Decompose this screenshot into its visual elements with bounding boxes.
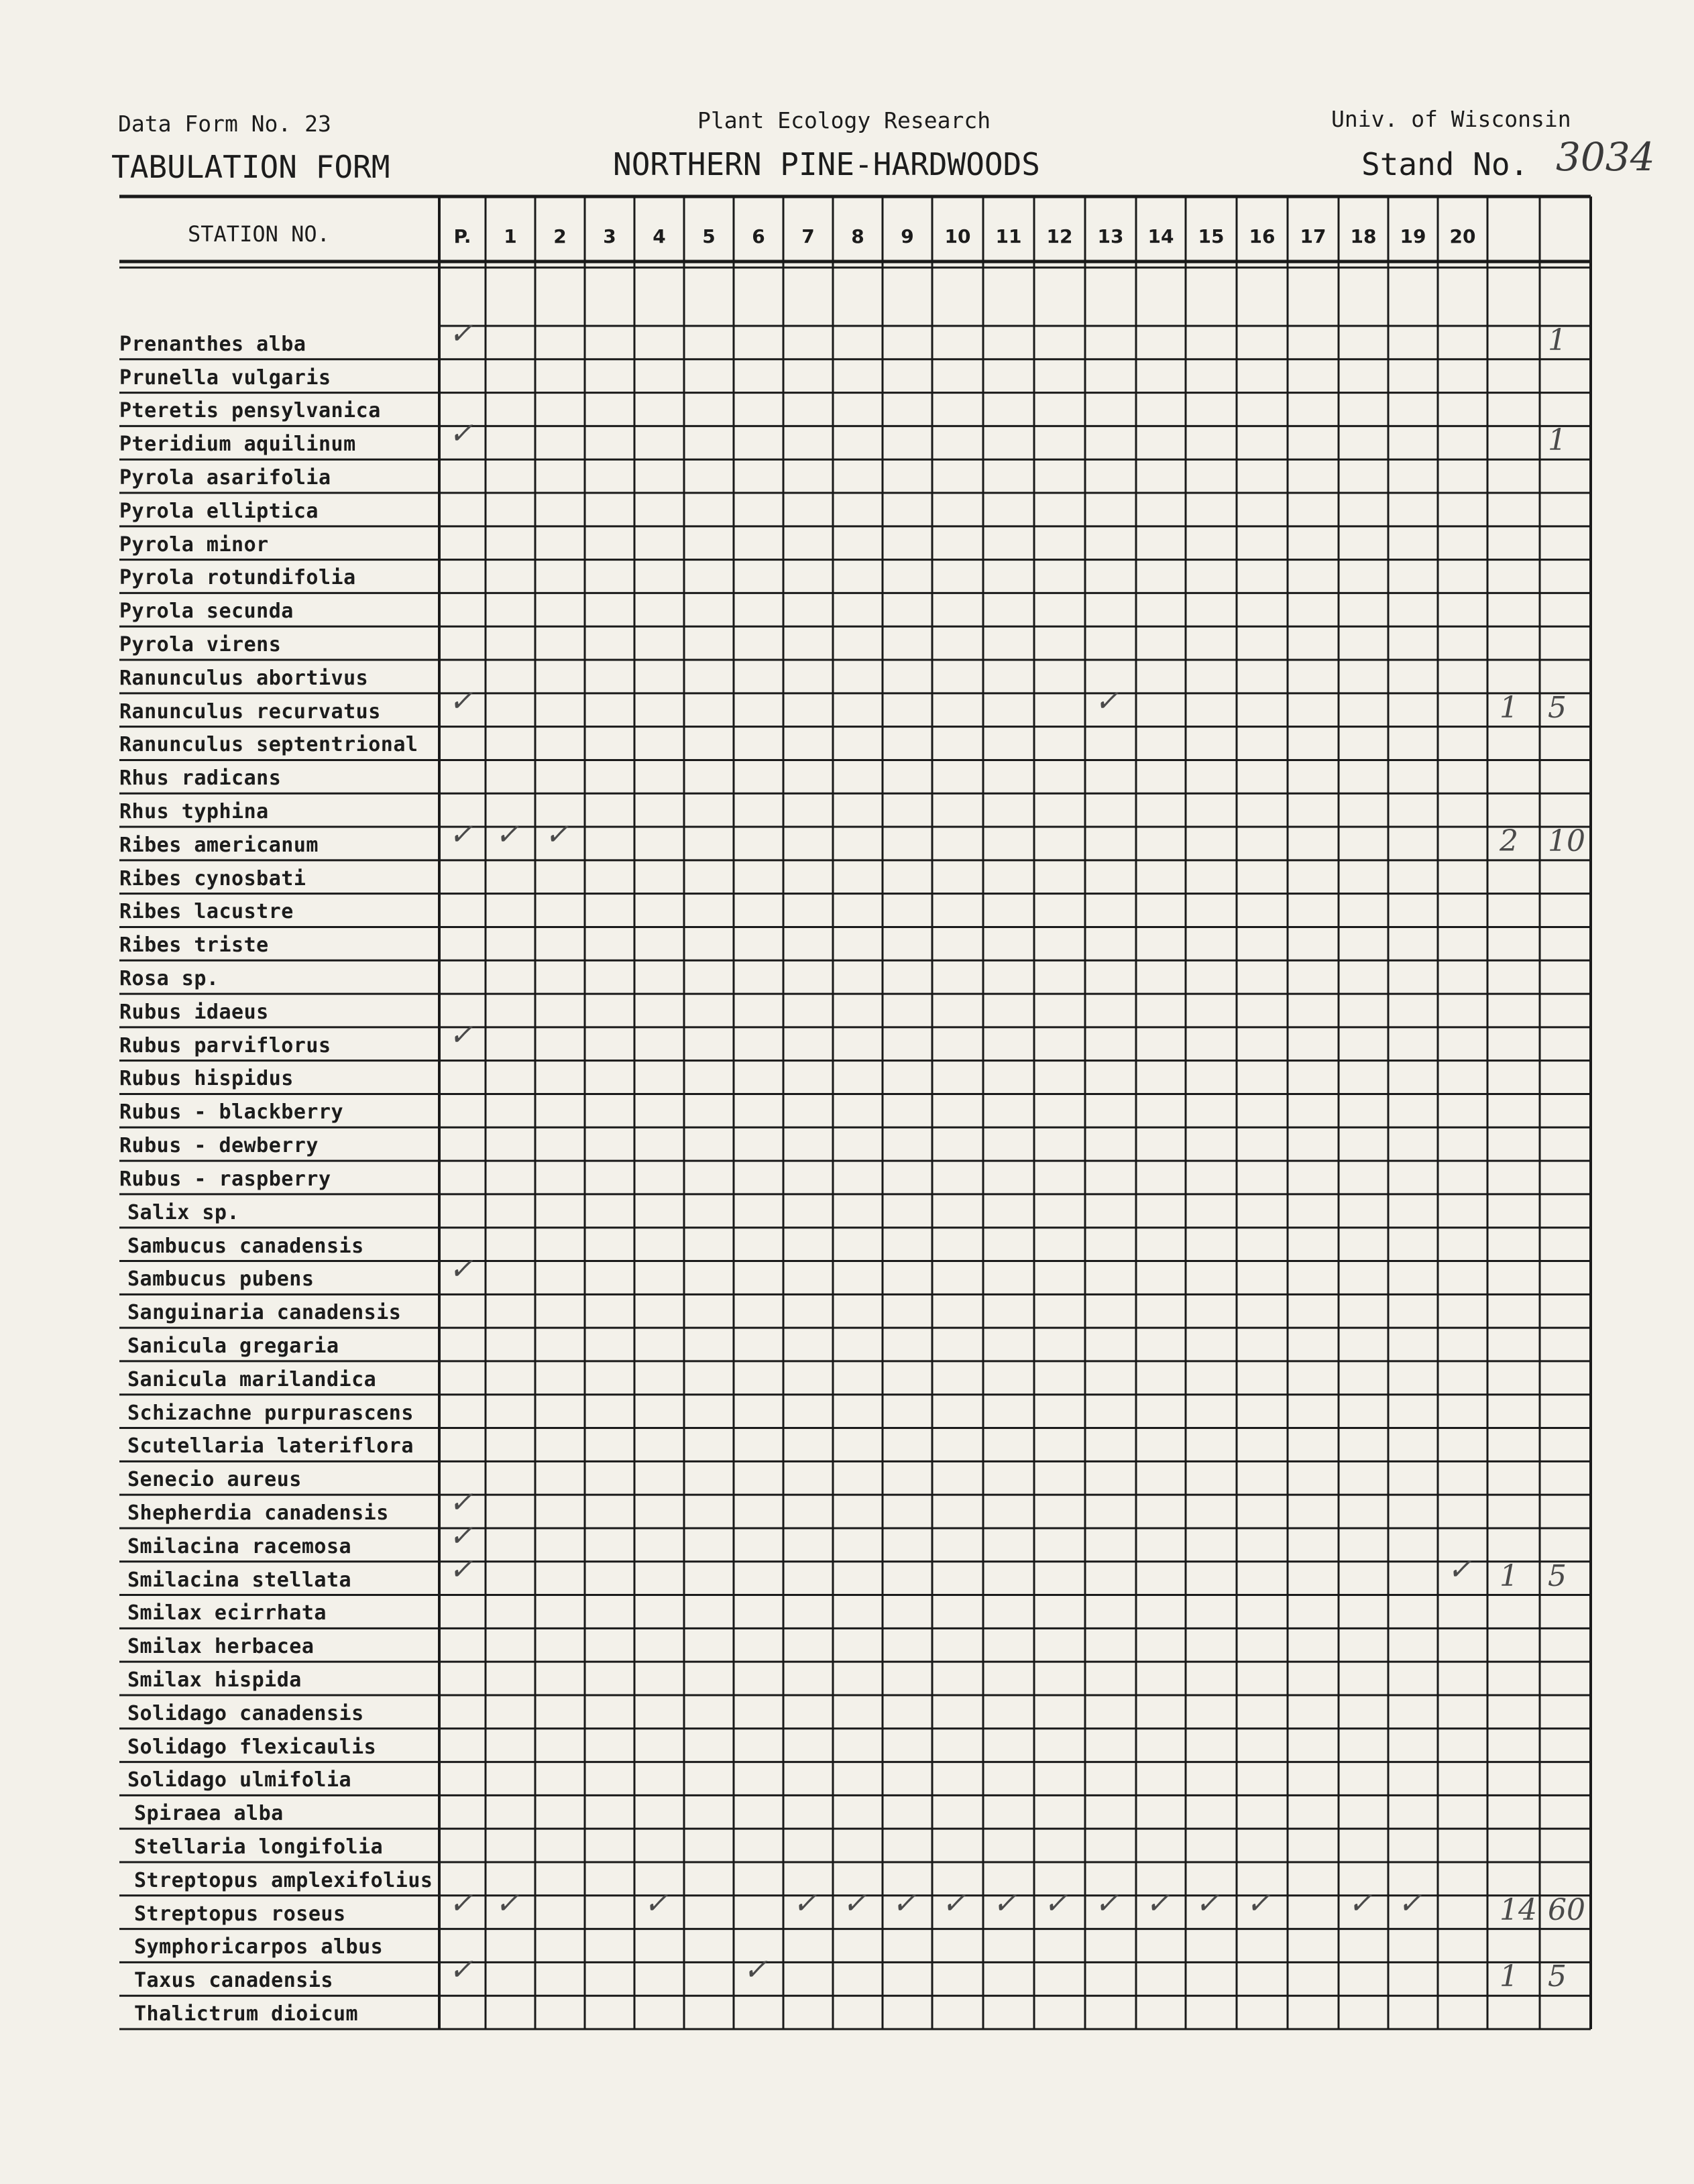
species-name: Rosa sp. [119,967,219,991]
check-mark: ✓ [1348,1886,1373,1920]
check-mark: ✓ [1094,1886,1119,1920]
column-header: 14 [1147,225,1174,247]
check-mark: ✓ [545,817,569,852]
species-name: Sanicula marilandica [127,1367,377,1391]
check-mark: ✓ [449,1518,473,1553]
species-name: Smilacina stellata [127,1568,352,1592]
station-count: 1 [1500,1959,1518,1994]
check-mark: ✓ [449,683,473,718]
column-header: 4 [653,225,666,247]
station-count: 1 [1500,1558,1518,1593]
frequency-total: 5 [1548,690,1567,725]
species-name: Smilax herbacea [127,1635,315,1659]
frequency-total: 5 [1548,1959,1567,1994]
stand-number-value: 3034 [1556,134,1655,180]
species-name: Ranunculus septentrional [119,733,418,757]
frequency-total: 5 [1548,1558,1567,1593]
form-number: Data Form No. 23 [118,111,331,137]
species-name: Prenanthes alba [119,332,306,356]
check-mark: ✓ [993,1886,1017,1920]
frequency-total: 10 [1548,824,1585,859]
check-mark: ✓ [449,416,473,451]
column-header: 13 [1097,225,1124,247]
frequency-total: 60 [1548,1892,1585,1927]
form-title: TABULATION FORM [111,149,390,185]
species-name: Senecio aureus [127,1468,302,1492]
column-header: 8 [851,225,864,247]
frequency-total: 1 [1548,423,1567,458]
species-name: Pteridium aquilinum [119,433,356,457]
column-header: 18 [1350,225,1377,247]
species-name: Smilax ecirrhata [127,1601,327,1625]
species-name: Solidago flexicaulis [127,1735,377,1759]
species-name: Pyrola rotundifolia [119,566,356,590]
species-name: Thalictrum dioicum [134,2002,359,2026]
column-header: 7 [801,225,815,247]
species-name: Pyrola asarifolia [119,466,331,490]
species-name: Streptopus amplexifolius [134,1868,433,1892]
column-header: 1 [504,225,517,247]
check-mark: ✓ [793,1886,817,1920]
check-mark: ✓ [644,1886,669,1920]
stand-number-label: Stand No. [1361,146,1529,182]
check-mark: ✓ [1094,683,1119,718]
species-name: Rubus - raspberry [119,1167,331,1191]
species-name: Rubus - blackberry [119,1100,344,1125]
check-mark: ✓ [1145,1886,1170,1920]
species-name: Sanicula gregaria [127,1334,339,1358]
species-name: Rubus parviflorus [119,1033,331,1057]
check-mark: ✓ [449,1953,473,1988]
check-mark: ✓ [1043,1886,1068,1920]
column-header: 5 [702,225,716,247]
column-header: 6 [752,225,765,247]
species-name: Stellaria longifolia [134,1835,384,1859]
column-header: P. [453,225,471,247]
species-name: Spiraea alba [134,1802,284,1826]
check-mark: ✓ [743,1953,768,1988]
species-name: Solidago canadensis [127,1701,364,1725]
species-name: Sanguinaria canadensis [127,1301,402,1325]
species-name: Pyrola secunda [119,599,294,624]
species-name: Smilax hispida [127,1668,302,1692]
species-name: Smilacina racemosa [127,1534,352,1558]
column-header: 2 [553,225,567,247]
check-mark: ✓ [1195,1886,1220,1920]
species-name: Ribes americanum [119,833,319,857]
column-header: 16 [1249,225,1276,247]
research-title: Plant Ecology Research [697,107,991,133]
check-mark: ✓ [1398,1886,1422,1920]
check-mark: ✓ [892,1886,917,1920]
check-mark: ✓ [942,1886,966,1920]
column-header: 17 [1300,225,1326,247]
column-header: 15 [1198,225,1225,247]
species-name: Rhus radicans [119,766,282,791]
species-name: Salix sp. [127,1200,240,1224]
frequency-total: 1 [1548,323,1567,357]
species-name: Streptopus roseus [134,1902,346,1926]
station-count: 1 [1500,690,1518,725]
species-name: Ribes triste [119,933,269,958]
station-number-label: STATION NO. [188,221,330,247]
species-name: Sambucus pubens [127,1267,315,1291]
species-name: Ranunculus recurvatus [119,699,381,724]
species-name: Sambucus canadensis [127,1234,364,1258]
species-name: Rubus hispidus [119,1067,294,1091]
column-header: 20 [1449,225,1476,247]
check-mark: ✓ [449,317,473,351]
column-header: 9 [901,225,914,247]
check-mark: ✓ [1246,1886,1271,1920]
species-name: Ribes cynosbati [119,866,306,890]
check-mark: ✓ [495,817,520,852]
check-mark: ✓ [449,1251,473,1286]
species-name: Schizachne purpurascens [127,1401,414,1425]
species-name: Pyrola virens [119,633,282,657]
check-mark: ✓ [1447,1552,1472,1587]
species-name: Ranunculus abortivus [119,666,369,690]
column-header: 10 [944,225,971,247]
check-mark: ✓ [449,1485,473,1520]
species-name: Pteretis pensylvanica [119,399,381,423]
check-mark: ✓ [842,1886,867,1920]
species-name: Rubus - dewberry [119,1134,319,1158]
species-name: Rhus typhina [119,800,269,824]
species-name: Rubus idaeus [119,1000,269,1024]
column-header: 12 [1046,225,1073,247]
species-name: Taxus canadensis [134,1969,333,1993]
check-mark: ✓ [449,1552,473,1587]
check-mark: ✓ [449,1017,473,1052]
species-name: Pyrola minor [119,532,269,557]
check-mark: ✓ [495,1886,520,1920]
species-name: Symphoricarpos albus [134,1935,384,1959]
column-header: 3 [603,225,616,247]
station-count: 14 [1500,1892,1537,1927]
species-name: Scutellaria lateriflora [127,1434,414,1458]
column-header: 11 [995,225,1022,247]
species-name: Ribes lacustre [119,900,294,924]
check-mark: ✓ [449,817,473,852]
species-name: Pyrola elliptica [119,499,319,523]
species-name: Shepherdia canadensis [127,1501,389,1525]
check-mark: ✓ [449,1886,473,1920]
university-name: Univ. of Wisconsin [1331,106,1571,132]
column-header: 19 [1400,225,1426,247]
station-count: 2 [1500,824,1518,859]
species-name: Prunella vulgaris [119,365,331,390]
species-name: Solidago ulmifolia [127,1768,352,1792]
community-title: NORTHERN PINE-HARDWOODS [613,146,1040,182]
